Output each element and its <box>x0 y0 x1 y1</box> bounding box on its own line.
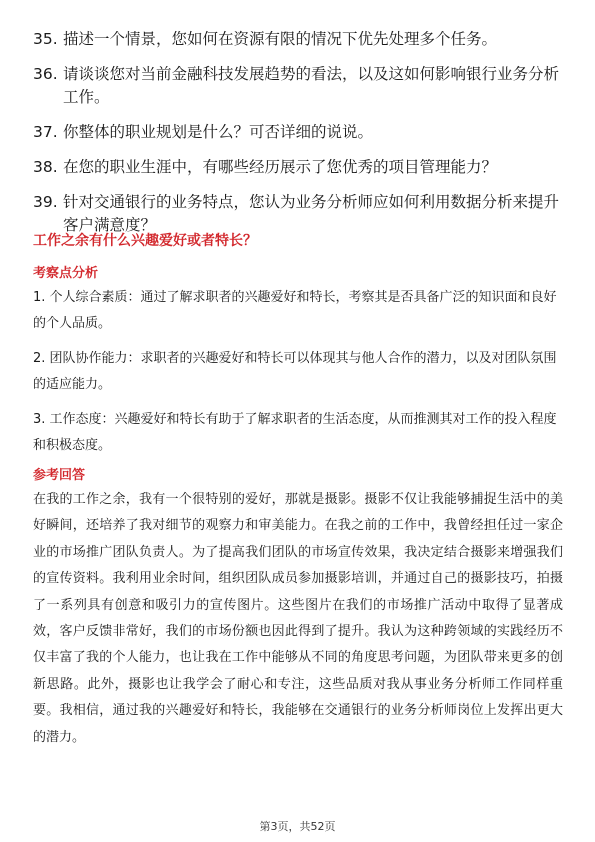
analysis-heading: 考察点分析 <box>33 266 99 281</box>
analysis-list <box>33 285 563 468</box>
question-text: 描述一个情景，您如何在资源有限的情况下优先处理多个任务。 <box>63 30 498 48</box>
question-item <box>33 28 563 51</box>
question-number: 39. <box>33 193 58 211</box>
question-number: 37. <box>33 123 58 141</box>
question-text: 针对交通银行的业务特点，您认为业务分析师应如何利用数据分析来提升客户满意度？ <box>63 193 560 234</box>
analysis-point: 2. 团队协作能力：求职者的兴趣爱好和特长可以体现其与他人合作的潜力，以及对团队氛围的适应能力。 <box>33 351 557 392</box>
answer-paragraph: 在我的工作之余，我有一个很特别的爱好，那就是摄影。摄影不仅让我能够捕捉生活中的美好瞬间，还培养了我对细节的观察力和审美能力。在我之前的工作中，我曾经担任过一家企业的市场推广团队负责人。为了提高我们团队的市场宣传效果，我决定结合摄影来增强我们的宣传资料。我利用业余时间，组织团队成员参加摄影培训，并通过自己的摄影技巧，拍摄了一系列具有创意和吸引力的宣传图片。这些图片在我们的市场推广活动中取得了显著成效，客户反馈非常好，我们的市场份额也因此得到了提升。我认为这种跨领域的实践经历不仅丰富了我的个人能力，也让我在工作中能够从不同的角度思考问题，为团队带来更多的创新思路。此外，摄影也让我学会了耐心和专注，这些品质对我从事业务分析师工作同样重要。我相信，通过我的兴趣爱好和特长，我能够在交通银行的业务分析师岗位上发挥出更大的潜力。 <box>33 492 563 745</box>
question-text: 请谈谈您对当前金融科技发展趋势的看法，以及这如何影响银行业务分析工作。 <box>63 65 560 106</box>
answer-heading: 参考回答 <box>33 468 86 483</box>
section-title: 工作之余有什么兴趣爱好或者特长？ <box>33 233 257 249</box>
question-number: 35. <box>33 30 58 48</box>
question-text: 在您的职业生涯中，有哪些经历展示了您优秀的项目管理能力？ <box>63 158 498 176</box>
question-item <box>33 121 563 144</box>
analysis-point: 3. 工作态度：兴趣爱好和特长有助于了解求职者的生活态度，从而推测其对工作的投入程度和积极态度。 <box>33 412 557 453</box>
question-item <box>33 63 563 109</box>
page-footer: 第3页，共52页 <box>259 820 336 833</box>
question-number: 36. <box>33 65 58 83</box>
question-text: 你整体的职业规划是什么？可否详细的说说。 <box>63 123 374 141</box>
analysis-point: 1. 个人综合素质：通过了解求职者的兴趣爱好和特长，考察其是否具备广泛的知识面和良好的个人品质。 <box>33 290 557 331</box>
question-item <box>33 156 563 179</box>
question-list <box>33 28 563 249</box>
question-number: 38. <box>33 158 58 176</box>
